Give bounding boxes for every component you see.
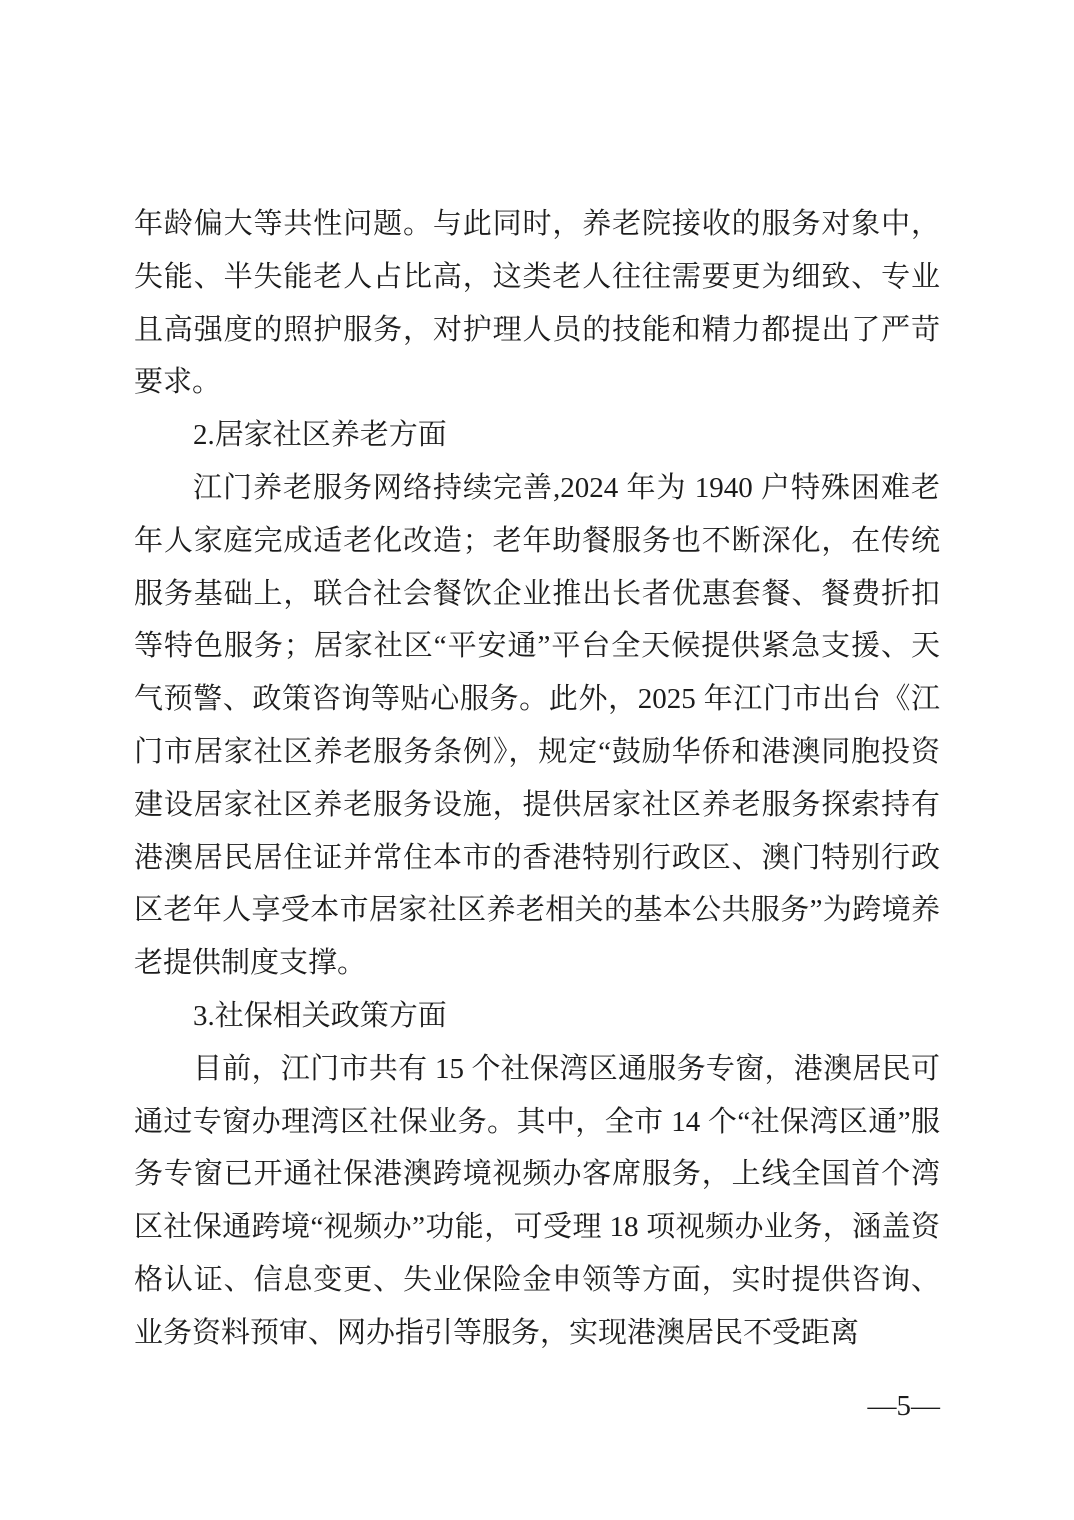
- page-content: [134, 198, 940, 1360]
- page-number: —5—: [867, 1390, 940, 1422]
- paragraph-home-community-elder-care: 江门养老服务网络持续完善,2024 年为 1940 户特殊困难老年人家庭完成适老化改造；老年助餐服务也不断深化，在传统服务基础上，联合社会餐饮企业推出长者优惠套餐、餐费折扣等特色服务；居家社区“平安通”平台全天候提供紧急支援、天气预警、政策咨询等贴心服务。此外，2025 年江门市出台《江门市居家社区养老服务条例》，规定“鼓励华侨和港澳同胞投资建设居家社区养老服务设施，提供居家社区养老服务探索持有港澳居民居住证并常住本市的香港特别行政区、澳门特别行政区老年人享受本市居家社区养老相关的基本公共服务”为跨境养老提供制度支撑。: [134, 471, 940, 980]
- section-heading-2-home-community-elder-care: 2.居家社区养老方面: [193, 419, 447, 452]
- section-heading-3-social-security-policy: 3.社保相关政策方面: [193, 999, 447, 1032]
- paragraph-social-security-policy: 目前，江门市共有 15 个社保湾区通服务专窗，港澳居民可通过专窗办理湾区社保业务。其中，全市 14 个“社保湾区通”服务专窗已开通社保港澳跨境视频办客席服务，上线全国首个湾区社保通跨境“视频办”功能，可受理 18 项视频办业务，涵盖资格认证、信息变更、失业保险金申领等方面，实时提供咨询、业务资料预审、网办指引等服务，实现港澳居民不受距离: [134, 1052, 940, 1349]
- paragraph-continued-from-previous-page: 年龄偏大等共性问题。与此同时，养老院接收的服务对象中，失能、半失能老人占比高，这类老人往往需要更为细致、专业且高强度的照护服务，对护理人员的技能和精力都提出了严苛要求。: [134, 208, 940, 399]
